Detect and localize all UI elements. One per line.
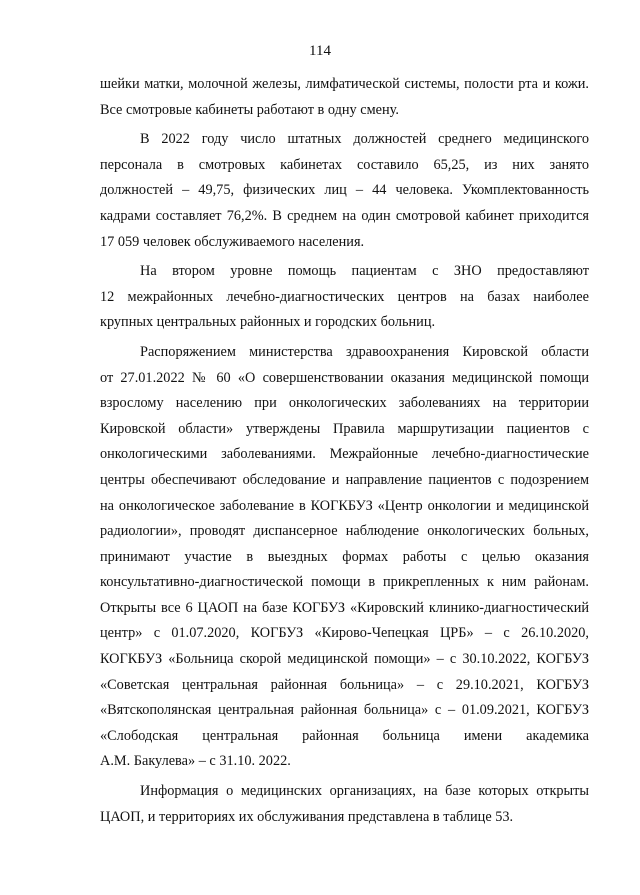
text-line: Информация о медицинских организациях, на базе которых открыты [140,783,589,800]
text-line: взрослому населению при онкологических заболеваниях на территории [100,395,589,412]
text-line: В 2022 году число штатных должностей среднего медицинского [140,131,589,148]
paragraph-routing-order [100,340,589,775]
text-line: принимают участие в выездных формах работы с целью оказания [100,548,589,565]
text-line: онкологическими заболеваниями. Межрайонные лечебно-диагностические [100,446,589,463]
paragraph-staffing [100,127,589,255]
text-line: радиологии», проводят диспансерное наблюдение онкологических больных, [100,523,589,540]
body-text [100,72,589,830]
text-line: Распоряжением министерства здравоохранения Кировской области [140,343,589,360]
text-line: персонала в смотровых кабинетах составило 65,25, из них занято [100,156,589,173]
text-line: 12 межрайонных лечебно-диагностических центров на базах наиболее [100,288,589,305]
text-line: «Советская центральная районная больница» – с 29.10.2021, КОГБУЗ [100,676,589,693]
paragraph-second-level [100,259,589,336]
text-line: 17 059 человек обслуживаемого населения. [100,233,365,250]
text-line: ЦАОП, и территориях их обслуживания представлена в таблице 53. [100,808,514,825]
text-line: кадрами составляет 76,2%. В среднем на один смотровой кабинет приходится [100,207,589,224]
text-line: на онкологическое заболевание в КОГКБУЗ «Центр онкологии и медицинской [100,497,589,514]
paragraph-table-reference [100,779,589,830]
page-number: 114 [309,43,331,59]
text-line: Открыты все 6 ЦАОП на базе КОГБУЗ «Кировский клинико-диагностический [100,599,589,616]
text-line: А.М. Бакулева» – с 31.10. 2022. [100,753,291,770]
text-line: «Вятскополянская центральная районная больница» с – 01.09.2021, КОГБУЗ [100,702,589,719]
text-line: от 27.01.2022 № 60 «О совершенствовании оказания медицинской помощи [100,369,589,386]
text-line: «Слободская центральная районная больница имени академика [100,727,589,744]
text-line: консультативно-диагностической помощи в прикрепленных к ним районам. [100,574,589,591]
text-line: Кировской области» утверждены Правила маршрутизации пациентов с [100,420,589,437]
text-line: центры обеспечивают обследование и направление пациентов с подозрением [100,471,589,488]
text-line: На втором уровне помощь пациентам с ЗНО предоставляют [140,263,589,280]
text-line: КОГКБУЗ «Больница скорой медицинской помощи» – с 30.10.2022, КОГБУЗ [100,651,589,668]
text-line: шейки матки, молочной железы, лимфатической системы, полости рта и кожи. [100,76,589,92]
text-line: Все смотровые кабинеты работают в одну смену. [100,101,399,118]
text-line: крупных центральных районных и городских больниц. [100,314,436,331]
text-line: центр» с 01.07.2020, КОГБУЗ «Кирово-Чепецкая ЦРБ» – с 26.10.2020, [100,625,589,642]
text-line: должностей – 49,75, физических лиц – 44 человека. Укомплектованность [100,182,589,199]
paragraph-continuation [100,72,589,123]
